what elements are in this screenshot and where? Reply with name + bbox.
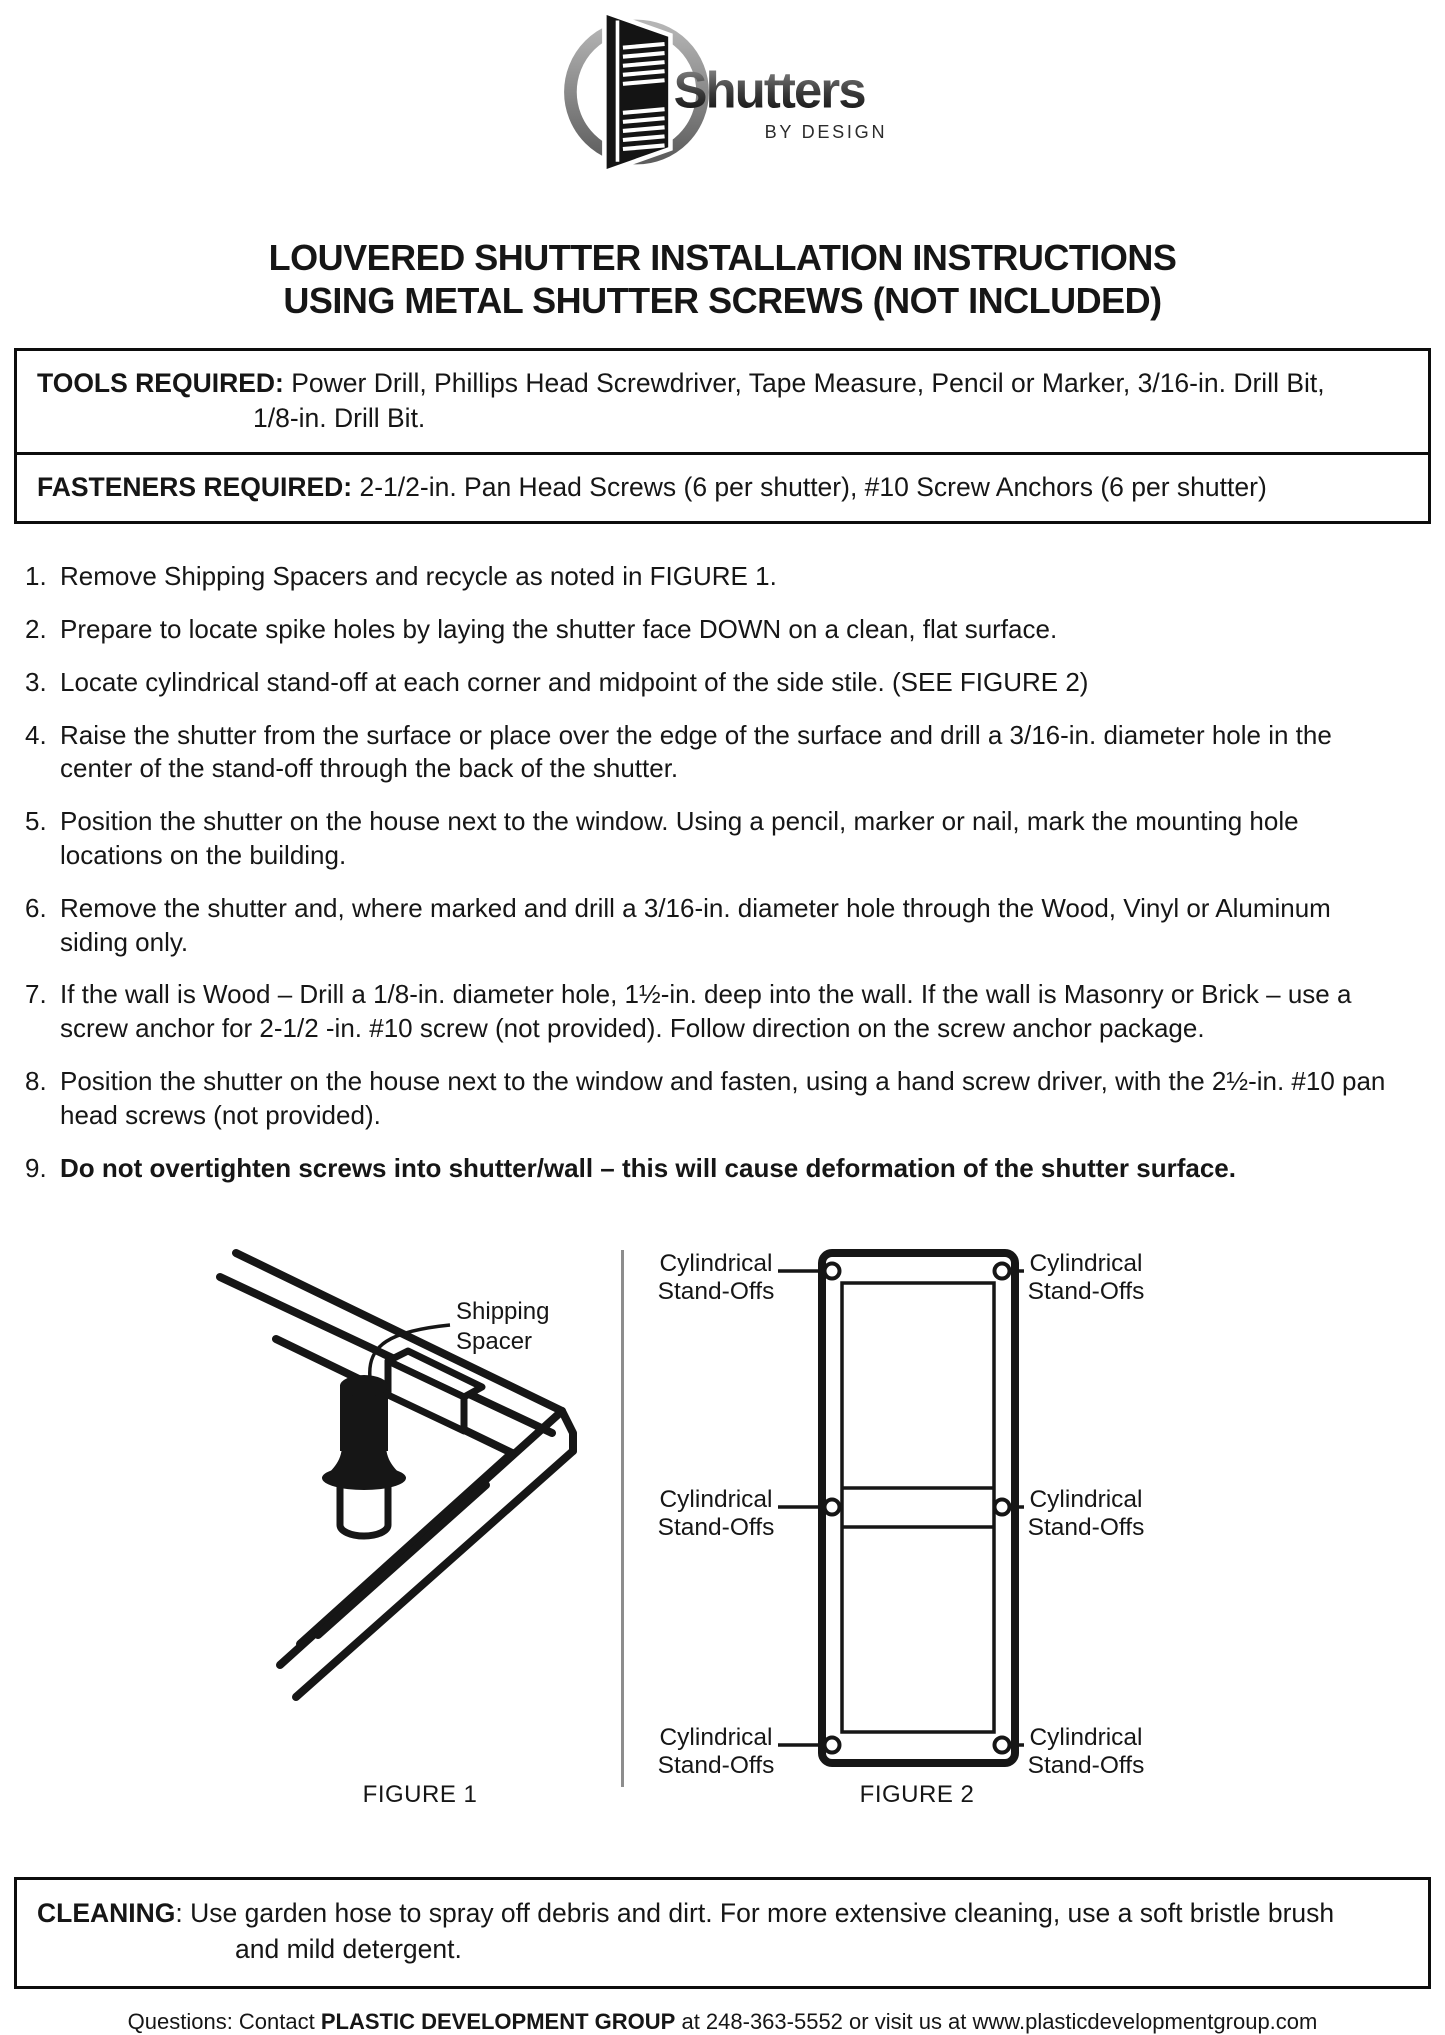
step-number: 8. xyxy=(25,1066,47,1097)
standoff-label: Cylindrical Stand-Offs xyxy=(1027,1486,1145,1542)
cleaning-box xyxy=(14,1877,1431,1989)
tools-required-text: Power Drill, Phillips Head Screwdriver, Tape Measure, Pencil or Marker, 3/16-in. Drill Bit, xyxy=(291,368,1325,399)
figure1-illustration xyxy=(150,1235,620,1795)
fasteners-required-label: FASTENERS REQUIRED: xyxy=(37,472,353,503)
footer-suffix: at 248-363-5552 or visit us at www.plasticdevelopmentgroup.com xyxy=(675,2008,1318,2034)
step-number: 7. xyxy=(25,979,47,1010)
step-item xyxy=(25,719,1431,787)
step-number: 6. xyxy=(25,892,47,923)
step-text: Remove Shipping Spacers and recycle as noted in FIGURE 1. xyxy=(60,561,777,592)
fasteners-required-text: 2-1/2-in. Pan Head Screws (6 per shutter), #10 Screw Anchors (6 per shutter) xyxy=(359,472,1267,503)
brand-logo xyxy=(14,6,1431,182)
brand-logo-graphic xyxy=(550,6,895,178)
fasteners-required-row xyxy=(17,452,1428,521)
shutter-logo-icon xyxy=(607,15,669,169)
standoff-markers xyxy=(825,1264,1010,1753)
step-item xyxy=(25,560,1431,594)
step-text: Locate cylindrical stand-off at each corner and midpoint of the side stile. (SEE FIGURE 2) xyxy=(60,666,1089,697)
tools-required-row xyxy=(17,351,1428,452)
figures-section xyxy=(0,1235,1445,1815)
logo-brand-text: Shutters xyxy=(673,61,865,119)
standoff-labels xyxy=(658,1250,1145,1779)
step-item xyxy=(25,805,1431,873)
logo-tagline-text: BY DESIGN xyxy=(764,122,888,143)
step-item xyxy=(25,1065,1431,1133)
step-number: 9. xyxy=(25,1152,47,1183)
step-text: Prepare to locate spike holes by laying the shutter face DOWN on a clean, flat surface. xyxy=(60,614,1058,645)
step-text: Remove the shutter and, where marked and drill a 3/16-in. diameter hole through the Wood, Vinyl or Aluminum siding only. xyxy=(60,892,1331,957)
step-item-warning xyxy=(25,1152,1431,1186)
standoff-label: Cylindrical Stand-Offs xyxy=(1027,1724,1145,1780)
step-text: If the wall is Wood – Drill a 1/8-in. diameter hole, 1½-in. deep into the wall. If the wall is Masonry or Brick – use a screw anchor for 2-1/2 -in. #10 screw (not provided). Follow direction on the screw anchor package. xyxy=(60,979,1352,1044)
title-line1: LOUVERED SHUTTER INSTALLATION INSTRUCTIONS xyxy=(268,237,1177,278)
step-item xyxy=(25,613,1431,647)
footer-contact xyxy=(14,2009,1431,2035)
tools-required-label: TOOLS REQUIRED: xyxy=(37,368,284,399)
tools-required-text-line2: 1/8-in. Drill Bit. xyxy=(253,403,426,434)
step-number: 3. xyxy=(25,666,47,697)
cleaning-text: : Use garden hose to spray off debris and dirt. For more extensive cleaning, use a soft bristle brush xyxy=(175,1898,1335,1929)
footer-company: PLASTIC DEVELOPMENT GROUP xyxy=(320,2008,676,2034)
step-text: Position the shutter on the house next to the window. Using a pencil, marker or nail, mark the mounting hole locations on the building. xyxy=(60,806,1299,871)
footer-prefix: Questions: Contact xyxy=(127,2008,321,2034)
step-number: 5. xyxy=(25,806,47,837)
requirements-box xyxy=(14,348,1431,524)
step-text: Raise the shutter from the surface or place over the edge of the surface and drill a 3/16-in. diameter hole in the center of the stand-off through the back of the shutter. xyxy=(60,719,1332,784)
cleaning-text-line2: and mild detergent. xyxy=(235,1934,462,1965)
step-number: 2. xyxy=(25,614,47,645)
instruction-steps xyxy=(25,560,1431,1185)
step-number: 4. xyxy=(25,719,47,750)
shutter-outline xyxy=(778,1253,1024,1763)
step-item xyxy=(25,666,1431,700)
cleaning-label: CLEANING xyxy=(37,1898,176,1929)
standoff-label: Cylindrical Stand-Offs xyxy=(657,1724,775,1780)
step-text: Do not overtighten screws into shutter/wall – this will cause deformation of the shutter surface. xyxy=(60,1152,1236,1183)
step-item xyxy=(25,978,1431,1046)
figure1-caption: FIGURE 1 xyxy=(362,1781,478,1809)
shipping-spacer-label: Shipping Spacer xyxy=(456,1298,550,1356)
step-number: 1. xyxy=(25,561,47,592)
title-line2: USING METAL SHUTTER SCREWS (NOT INCLUDED) xyxy=(283,280,1162,322)
standoff-label: Cylindrical Stand-Offs xyxy=(1027,1250,1145,1306)
standoff-label: Cylindrical Stand-Offs xyxy=(657,1486,775,1542)
standoff-label: Cylindrical Stand-Offs xyxy=(657,1250,775,1306)
page-title xyxy=(14,236,1431,322)
figure2-diagram xyxy=(620,1235,1180,1795)
instruction-sheet xyxy=(14,6,1431,2035)
step-text: Position the shutter on the house next to the window and fasten, using a hand screw driver, with the 2½-in. #10 pan head screws (not provided). xyxy=(60,1066,1386,1130)
figure2-caption: FIGURE 2 xyxy=(859,1781,975,1809)
step-item xyxy=(25,892,1431,960)
